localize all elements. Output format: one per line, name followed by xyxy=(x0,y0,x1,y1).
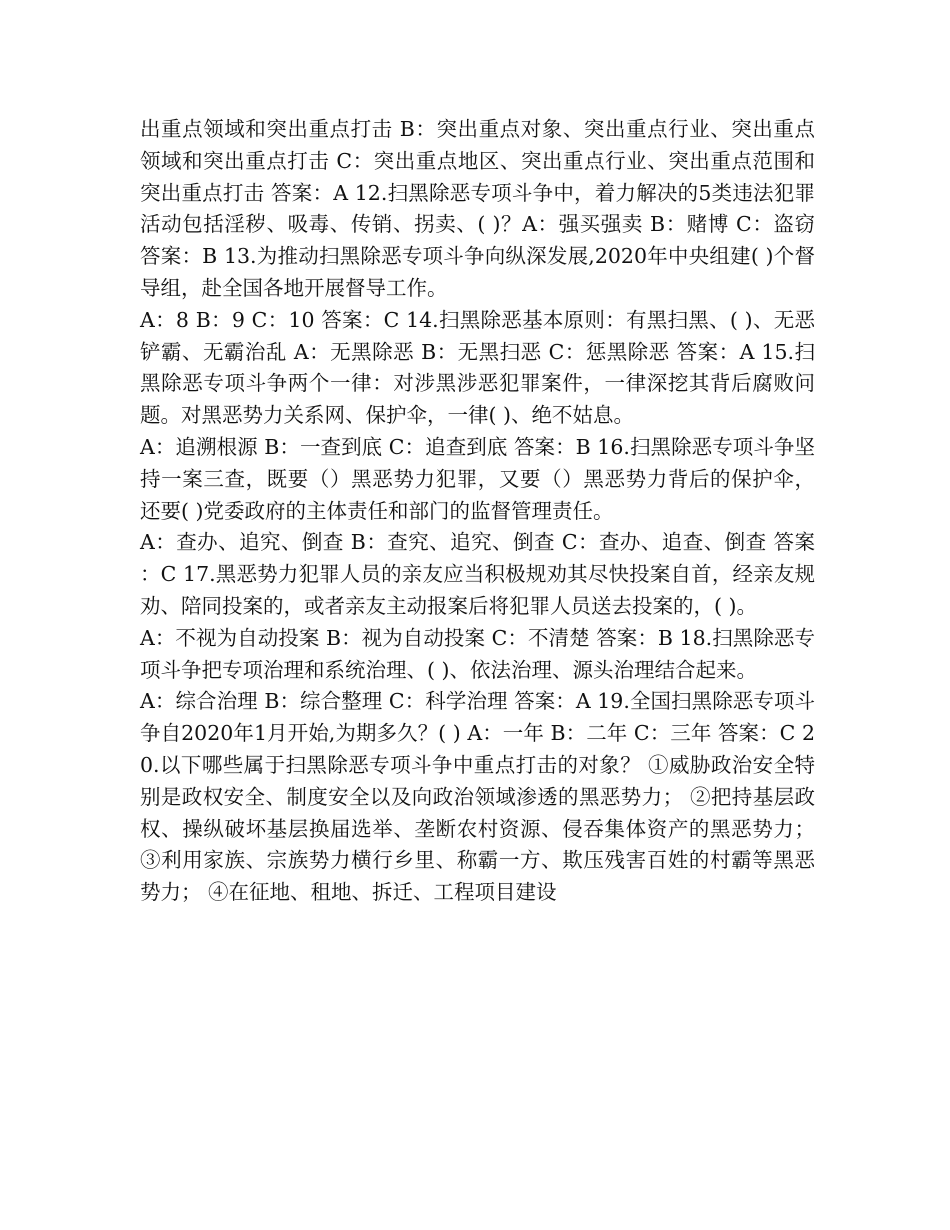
paragraph: A：追溯根源 B：一查到底 C：追查到底 答案：B 16.扫黑除恶专项斗争坚持一案三查，既要（）黑恶势力犯罪，又要（）黑恶势力背后的保护伞，还要( )党委政府的主体责任和部门的监督管理责任。 xyxy=(140,434,815,523)
paragraph: A：8 B：9 C：10 答案：C 14.扫黑除恶基本原则：有黑扫黑、( )、无恶铲霸、无霸治乱 A：无黑除恶 B：无黑扫恶 C：惩黑除恶 答案：A 15.扫黑除恶专项斗争两个一律：对涉黑涉恶犯罪案件，一律深挖其背后腐败问题。对黑恶势力关系网、保护伞，一律( )、绝不姑息。 xyxy=(140,307,815,428)
paragraph: A：综合治理 B：综合整理 C：科学治理 答案：A 19.全国扫黑除恶专项斗争自2020年1月开始,为期多久？( ) A：一年 B：二年 C：三年 答案：C 20.以下哪些属于扫黑除恶专项斗争中重点打击的对象？ ①威胁政治安全特别是政权安全、制度安全以及向政治领域渗透的黑恶势力； ②把持基层政权、操纵破坏基层换届选举、垄断农村资源、侵吞集体资产的黑恶势力； ③利用家族、宗族势力横行乡里、称霸一方、欺压残害百姓的村霸等黑恶势力； ④在征地、租地、拆迁、工程项目建设 xyxy=(140,689,815,905)
paragraph: A：不视为自动投案 B：视为自动投案 C：不清楚 答案：B 18.扫黑除恶专项斗争把专项治理和系统治理、( )、依法治理、源头治理结合起来。 xyxy=(140,625,815,682)
paragraph: 出重点领域和突出重点打击 B：突出重点对象、突出重点行业、突出重点领域和突出重点打击 C：突出重点地区、突出重点行业、突出重点范围和突出重点打击 答案：A 12.扫黑除恶专项斗争中，着力解决的5类违法犯罪活动包括淫秽、吸毒、传销、拐卖、( )？A：强买强卖 B：赌博 C：盗窃 答案：B 13.为推动扫黑除恶专项斗争向纵深发展,2020年中央组建( )个督导组，赴全国各地开展督导工作。 xyxy=(140,117,815,300)
document-body xyxy=(140,114,815,909)
paragraph: A：查办、追究、倒查 B：查究、追究、倒查 C：查办、追查、倒查 答案：C 17.黑恶势力犯罪人员的亲友应当积极规劝其尽快投案自首，经亲友规劝、陪同投案的，或者亲友主动报案后将犯罪人员送去投案的，( )。 xyxy=(140,530,815,618)
